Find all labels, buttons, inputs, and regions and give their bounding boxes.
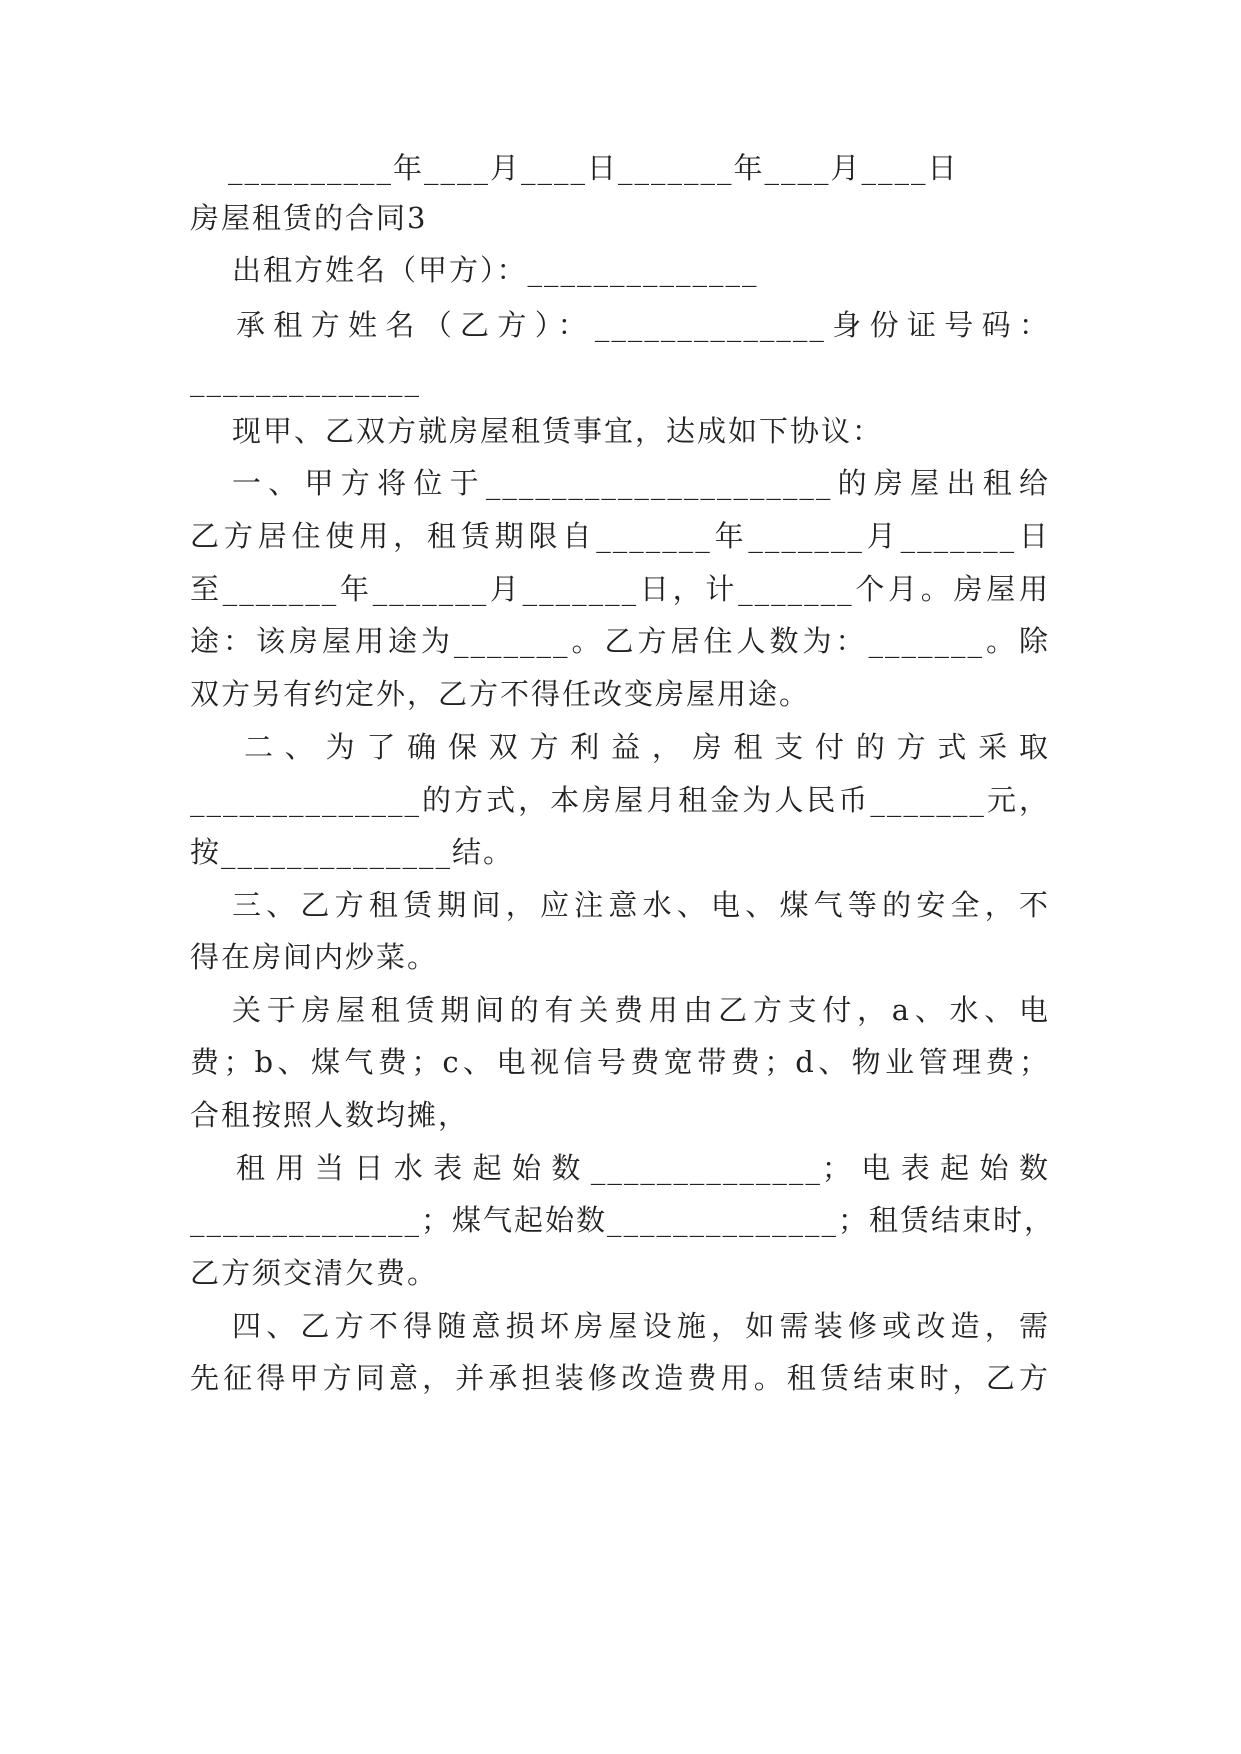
intro-paragraph: 现甲、乙双方就房屋租赁事宜，达成如下协议： (232, 414, 884, 448)
clause1-line: 一、甲方将位于_____________________的房屋出租给 (232, 466, 1050, 500)
document-title: 房屋租赁的合同3 (190, 201, 428, 235)
clause4-line: 先征得甲方同意，并承担装修改造费用。租赁结束时，乙方 (190, 1361, 1050, 1395)
clause3-line: 得在房间内炒菜。 (190, 940, 439, 974)
clause2-line: ______________的方式，本房屋月租金为人民币_______元， (190, 783, 1050, 817)
fees-line: 费；b、煤气费；c、电视信号费宽带费；d、物业管理费； (190, 1045, 1050, 1079)
lessee-line: 承租方姓名（乙方）：______________身份证号码： (236, 308, 1050, 342)
meters-line: 乙方须交清欠费。 (190, 1256, 439, 1290)
fees-line: 关于房屋租赁期间的有关费用由乙方支付，a、水、电 (232, 993, 1050, 1027)
clause2-line: 按______________结。 (190, 835, 515, 869)
clause1-line: 双方另有约定外，乙方不得任改变房屋用途。 (190, 677, 811, 711)
meters-line: 租用当日水表起始数______________；电表起始数 (236, 1151, 1050, 1185)
clause1-line: 乙方居住使用，租赁期限自_______年_______月_______日 (190, 519, 1050, 553)
clause3-line: 三、乙方租赁期间，应注意水、电、煤气等的安全，不 (232, 888, 1050, 922)
date-line: __________年____月____日_______年____月____日 (228, 151, 959, 185)
clause2-line: 二、为了确保双方利益，房租支付的方式采取 (244, 730, 1050, 764)
clause1-line: 至_______年_______月_______日，计_______个月。房屋用 (190, 572, 1050, 606)
meters-line: ______________；煤气起始数______________；租赁结束时， (190, 1203, 1056, 1237)
lessor-line: 出租方姓名（甲方）：______________ (232, 253, 759, 287)
fees-line: 合租按照人数均摊， (190, 1098, 470, 1132)
clause4-line: 四、乙方不得随意损坏房屋设施，如需装修或改造，需 (232, 1309, 1050, 1343)
clause1-line: 途：该房屋用途为_______。乙方居住人数为：_______。除 (190, 624, 1050, 658)
lessee-id-blank: ______________ (190, 363, 421, 397)
